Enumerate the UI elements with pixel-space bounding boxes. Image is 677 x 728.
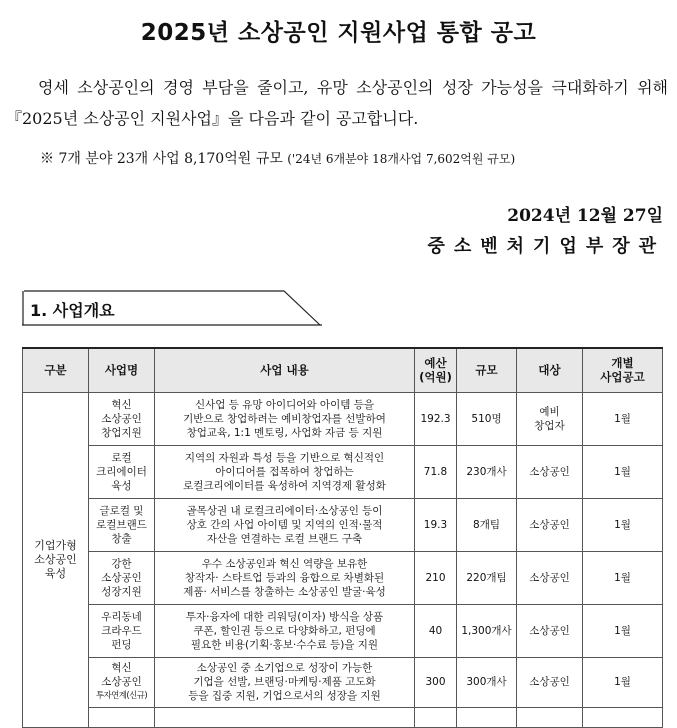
notice-cell: 1월 [583,498,663,551]
content-line: 소상공인 중 소기업으로 성장이 가능한 [196,662,373,674]
target-cell: 소상공인 [517,498,583,551]
target-line: 예비 [539,405,560,418]
program-content-cell [155,445,415,498]
scale-cell: 220개팀 [457,551,517,604]
name-line: 우리동네 [101,610,142,623]
name-line: 소상공인 [101,412,142,425]
notice-cell: 1월 [583,392,663,445]
category-line: 소상공인 [34,552,77,566]
category-cell [23,392,89,727]
content-line: 창작자· 스타트업 등과의 융합으로 차별화된 [184,571,385,584]
program-name-cell [89,498,155,551]
header-notice [583,348,663,392]
program-table [22,347,663,728]
scale-cell [457,707,517,727]
target-cell: 소상공인 [517,551,583,604]
content-line: 골목상권 내 로컬크리에이터·소상공인 등이 [186,504,383,517]
name-line: 소상공인 [101,676,142,688]
program-name-cell [89,707,155,727]
content-line: 상호 간의 사업 아이템 및 지역의 인적·물적 [186,518,383,531]
content-line: 기업을 선발, 브랜딩·마케팅·제품 고도화 [193,676,376,688]
content-line: 등을 집중 지원, 기업으로서의 성장을 지원 [188,690,381,702]
table-row [23,604,663,657]
summary-line [40,148,670,168]
program-name-cell [89,657,155,707]
header-target: 대상 [517,348,583,392]
notice-cell: 1월 [583,445,663,498]
budget-cell [415,707,457,727]
content-line: 필요한 비용(기획·홍보·수수료 등)을 지원 [190,638,379,651]
name-line: 펀딩 [111,638,132,651]
scale-cell: 510명 [457,392,517,445]
name-line: 창업지원 [101,426,142,439]
program-name-cell [89,445,155,498]
budget-cell: 192.3 [415,392,457,445]
table-row [23,657,663,707]
program-name-cell [89,551,155,604]
content-line: 투자·융자에 대한 리워딩(이자) 방식을 상품 [185,610,384,623]
program-name-cell [89,604,155,657]
name-line: 로컬브랜드 [96,518,147,531]
section-heading [22,288,322,328]
header-content: 사업 내용 [155,348,415,392]
budget-cell: 300 [415,657,457,707]
scale-cell: 8개팀 [457,498,517,551]
name-line: 크리에이터 [96,465,147,478]
content-line: 자산을 연결하는 로컬 브랜드 구축 [206,532,363,545]
program-content-cell [155,551,415,604]
table-row [23,551,663,604]
name-line: 육성 [111,479,132,492]
scale-cell: 230개사 [457,445,517,498]
name-line: 혁신 [111,398,132,411]
table-row [23,498,663,551]
header-category: 구분 [23,348,89,392]
name-line: 혁신 [111,662,132,674]
intro-paragraph: 영세 소상공인의 경영 부담을 줄이고, 유망 소상공인의 성장 가능성을 극대화하기 위해 『2025년 소상공인 지원사업』을 다음과 같이 공고합니다. [6,78,668,128]
page-title: 2025년 소상공인 지원사업 통합 공고 [140,20,537,46]
header-notice-line2: 사업공고 [600,370,645,385]
table-header-row [23,348,663,392]
notice-cell: 1월 [583,551,663,604]
category-line: 기업가형 [34,538,77,552]
summary-main: ※ 7개 분야 23개 사업 8,170억원 규모 [40,151,283,167]
name-line: 강한 [111,557,132,570]
content-line: 신사업 등 유망 아이디어와 아이템 등을 [195,398,374,411]
budget-cell: 71.8 [415,445,457,498]
content-line: 로컬크리에이터를 육성하여 지역경제 활성화 [183,479,386,492]
scale-cell: 1,300개사 [457,604,517,657]
program-content-cell [155,498,415,551]
program-content-cell [155,657,415,707]
target-cell: 소상공인 [517,657,583,707]
table-row [23,392,663,445]
program-name-cell [89,392,155,445]
content-line: 제품· 서비스를 창출하는 소상공인 발굴·육성 [183,585,386,598]
section-label: 1. 사업개요 [30,301,115,320]
name-line: 창출 [111,532,132,545]
content-line: 우수 소상공인과 혁신 역량을 보유한 [201,557,368,570]
content-line: 기반으로 창업하려는 예비창업자를 선발하여 [183,412,386,425]
content-line: 지역의 자원과 특성 등을 기반으로 혁신적인 [184,451,385,464]
target-cell [517,392,583,445]
content-line: 창업교육, 1:1 멘토링, 사업화 자금 등 지원 [186,426,383,439]
target-line: 창업자 [534,419,565,432]
header-name: 사업명 [89,348,155,392]
minister-signature: 중소벤처기업부장관 [427,236,665,257]
budget-cell: 40 [415,604,457,657]
program-content-cell [155,604,415,657]
header-budget [415,348,457,392]
header-budget-line1: 예산 [424,356,447,371]
name-line: 성장지원 [101,585,142,598]
notice-date: 2024년 12월 27일 [507,206,663,226]
content-line: 쿠폰, 할인권 등으로 다양화하고, 펀딩에 [193,624,376,637]
header-scale: 규모 [457,348,517,392]
target-cell: 소상공인 [517,604,583,657]
notice-cell: 1월 [583,657,663,707]
name-line: 소상공인 [101,571,142,584]
category-line: 육성 [44,566,67,580]
summary-prior: ('24년 6개분야 18개사업 7,602억원 규모) [287,152,516,166]
name-line: 글로컬 및 [99,504,144,517]
target-cell [517,707,583,727]
header-notice-line1: 개별 [611,356,634,371]
name-line: 투자연계(신규) [95,691,148,701]
name-line: 크라우드 [101,624,142,637]
target-cell: 소상공인 [517,445,583,498]
program-content-cell [155,392,415,445]
header-budget-line2: (억원) [419,370,452,385]
scale-cell: 300개사 [457,657,517,707]
table-row [23,445,663,498]
notice-cell: 1월 [583,604,663,657]
table-row [23,707,663,727]
budget-cell: 210 [415,551,457,604]
program-content-cell [155,707,415,727]
content-line: 아이디어를 접목하여 창업하는 [215,465,354,478]
budget-cell: 19.3 [415,498,457,551]
notice-cell [583,707,663,727]
name-line: 로컬 [111,451,132,464]
